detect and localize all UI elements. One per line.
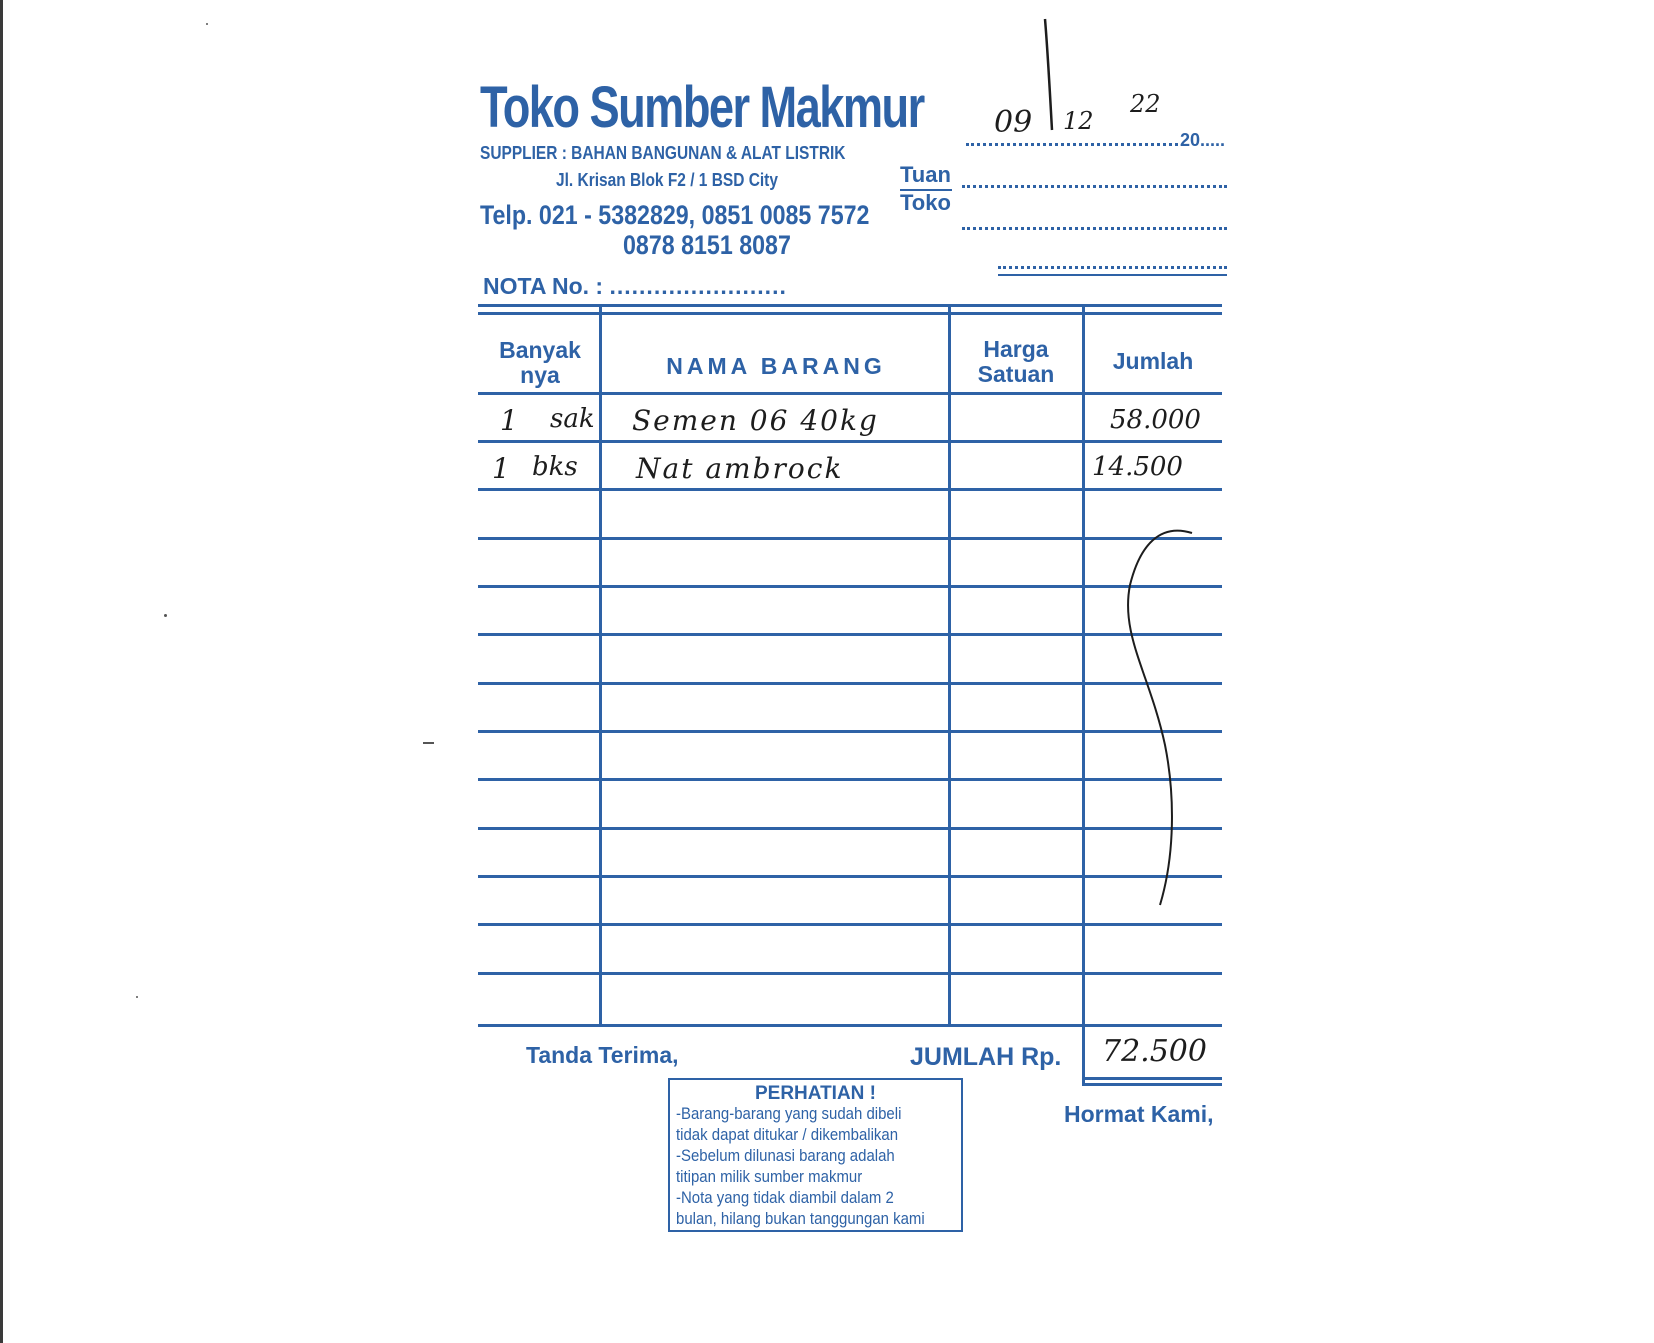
row-rule [478, 585, 1222, 588]
date-year: 22 [1130, 90, 1161, 118]
row-unit: bks [532, 452, 578, 482]
row-rule [478, 923, 1222, 926]
notice-line: -Barang-barang yang sudah dibeli [676, 1104, 902, 1123]
row-rule [478, 682, 1222, 685]
tanda-terima: Tanda Terima, [526, 1042, 679, 1068]
col-divider-price [1082, 307, 1085, 1025]
row-rule [478, 778, 1222, 781]
total-amount: 72.500 [1102, 1034, 1207, 1069]
notice-line: -Nota yang tidak diambil dalam 2 [676, 1188, 894, 1207]
notice-line: tidak dapat ditukar / dikembalikan [676, 1125, 899, 1144]
total-underline-2 [1082, 1083, 1222, 1086]
jumlah-label: JUMLAH Rp. [910, 1043, 1062, 1071]
row-rule [478, 537, 1222, 540]
dust-speck [164, 614, 167, 617]
nota-number [483, 273, 787, 300]
table-top-rule-2 [478, 312, 1222, 315]
table-top-rule [478, 304, 1222, 307]
header-qty: Banyak nya [499, 337, 581, 388]
shop-address: Jl. Krisan Blok F2 / 1 BSD City [556, 170, 778, 190]
tuan-label: Tuan [900, 162, 951, 187]
scan-edge [0, 0, 3, 1343]
year-prefix: 20..... [1180, 130, 1226, 150]
toko-label: Toko [900, 190, 951, 215]
row-rule [478, 488, 1222, 491]
dust-speck [136, 996, 138, 998]
toko-dotline [962, 227, 1227, 230]
col-divider-name [948, 307, 951, 1025]
row-rule [478, 440, 1222, 443]
phone-line-2: 0878 8151 8087 [623, 230, 791, 260]
row-rule [478, 875, 1222, 878]
extra-dotline [998, 266, 1227, 269]
date-dotline [966, 143, 1178, 146]
tuan-dotline [962, 185, 1227, 188]
row-qty: 1 [492, 452, 510, 485]
date-separator-stroke [1030, 15, 1060, 135]
row-rule [478, 730, 1222, 733]
nota-label: NOTA No. : [483, 273, 604, 299]
supplier-line: SUPPLIER : BAHAN BANGUNAN & ALAT LISTRIK [480, 143, 846, 163]
row-qty: 1 [500, 404, 518, 437]
row-total: 58.000 [1110, 405, 1201, 435]
extra-underline [998, 274, 1227, 276]
hormat-kami: Hormat Kami, [1064, 1101, 1214, 1127]
row-rule [478, 827, 1222, 830]
col-divider-qty [599, 307, 602, 1025]
row-item-name: Semen 06 40kg [632, 404, 879, 437]
shop-name: Toko Sumber Makmur [480, 75, 924, 140]
notice-box [668, 1078, 963, 1232]
date-day: 09 [994, 105, 1033, 140]
header-total: Jumlah [1112, 348, 1194, 374]
notice-line: bulan, hilang bukan tanggungan kami [676, 1209, 925, 1228]
dust-speck [206, 23, 208, 25]
row-item-name: Nat ambrock [636, 452, 844, 485]
row-total: 14.500 [1092, 452, 1183, 482]
notice-title: PERHATIAN ! [754, 1083, 877, 1104]
header-name: NAMA BARANG [666, 353, 886, 379]
dust-speck [423, 742, 434, 744]
total-underline [1082, 1077, 1222, 1080]
header-price: Harga Satuan [977, 336, 1055, 387]
phone-line-1: Telp. 021 - 5382829, 0851 0085 7572 [480, 200, 870, 230]
row-rule [478, 633, 1222, 636]
header-bottom-rule [478, 392, 1222, 395]
row-unit: sak [550, 404, 595, 434]
nota-dots: ........................ [609, 273, 787, 299]
date-month: 12 [1063, 107, 1094, 135]
notice-line: titipan milik sumber makmur [676, 1167, 863, 1186]
row-rule [478, 972, 1222, 975]
notice-line: -Sebelum dilunasi barang adalah [676, 1146, 895, 1165]
void-strike-mark [1120, 525, 1200, 925]
